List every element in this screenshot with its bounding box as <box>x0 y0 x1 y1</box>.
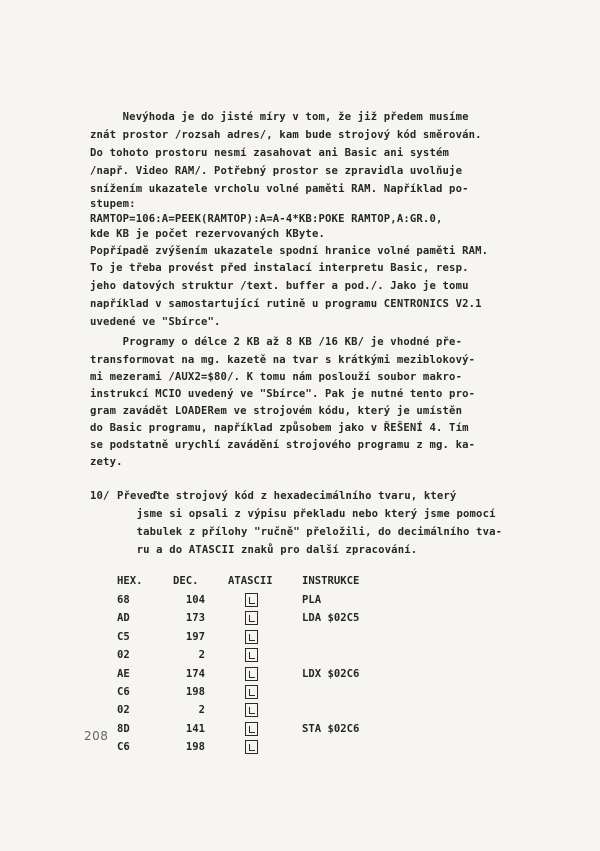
column-header-instruction: INSTRUKCE <box>302 575 360 587</box>
exercise-line: Převeďte strojový kód z hexadecimálního tvaru, který <box>117 490 457 502</box>
text-line: mi mezerami /AUX2=$80/. K tomu nám poslouží soubor makro- <box>90 371 463 383</box>
text-line: například v samostartující rutině u programu CENTRONICS V2.1 <box>90 298 482 310</box>
code-line: RAMTOP=106:A=PEEK(RAMTOP):A=A-4*KB:POKE RAMTOP,A:GR.0, <box>90 213 443 225</box>
exercise-line: tabulek z přílohy "ručně" přeložili, do decimálního tva- <box>117 526 503 538</box>
text-line: stupem: <box>90 198 136 210</box>
instruction-value: PLA <box>302 594 322 606</box>
text-line: gram zavádět LOADERem ve strojovém kódu, který je umístěn <box>90 405 463 417</box>
text-line: zety. <box>90 456 123 468</box>
column-header-dec: DEC. <box>173 575 199 587</box>
hex-value: 68 <box>117 594 130 606</box>
hex-value: 02 <box>117 649 130 661</box>
atascii-glyph-icon <box>245 611 258 625</box>
dec-value: 104 <box>185 594 205 606</box>
column-header-hex: HEX. <box>117 575 143 587</box>
hex-value: AE <box>117 668 130 680</box>
hex-value: C6 <box>117 686 130 698</box>
text-line: znát prostor /rozsah adres/, kam bude strojový kód směrován. <box>90 129 482 141</box>
text-line: Programy o délce 2 KB až 8 KB /16 KB/ je vhodné pře- <box>90 336 463 348</box>
hex-value: AD <box>117 612 130 624</box>
hex-value: 8D <box>117 723 130 735</box>
text-line: /např. Video RAM/. Potřebný prostor se zpravidla uvolňuje <box>90 165 463 177</box>
dec-value: 141 <box>185 723 205 735</box>
text-line: jeho datových struktur /text. buffer a pod./. Jako je tomu <box>90 280 469 292</box>
dec-value: 198 <box>185 741 205 753</box>
atascii-glyph-icon <box>245 667 258 681</box>
text-line: Do tohoto prostoru nesmí zasahovat ani Basic ani systém <box>90 147 450 159</box>
text-line: Nevýhoda je do jisté míry v tom, že již předem musíme <box>90 111 469 123</box>
text-line: snížením ukazatele vrcholu volné paměti RAM. Například po- <box>90 183 469 195</box>
text-line: se podstatně urychlí zavádění strojového programu z mg. ka- <box>90 439 476 451</box>
text-line: To je třeba provést před instalací interpretu Basic, resp. <box>90 262 469 274</box>
hex-value: C6 <box>117 741 130 753</box>
text-line: uvedené ve "Sbírce". <box>90 316 221 328</box>
dec-value: 197 <box>185 631 205 643</box>
dec-value: 174 <box>185 668 205 680</box>
dec-value: 2 <box>198 704 205 716</box>
atascii-glyph-icon <box>245 722 258 736</box>
dec-value: 198 <box>185 686 205 698</box>
atascii-glyph-icon <box>245 703 258 717</box>
instruction-value: LDA $02C5 <box>302 612 360 624</box>
atascii-glyph-icon <box>245 685 258 699</box>
dec-value: 173 <box>185 612 205 624</box>
atascii-glyph-icon <box>245 630 258 644</box>
text-line: instrukcí MCIO uvedený ve "Sbírce". Pak je nutné tento pro- <box>90 388 476 400</box>
text-line: do Basic programu, například způsobem jako v ŘEŠENÍ 4. Tím <box>90 422 469 434</box>
atascii-glyph-icon <box>245 593 258 607</box>
exercise-number: 10/ <box>90 490 110 502</box>
hex-value: C5 <box>117 631 130 643</box>
page-number: 208 <box>84 729 109 743</box>
text-line: Popřípadě zvýšením ukazatele spodní hranice volné paměti RAM. <box>90 245 489 257</box>
column-header-atascii: ATASCII <box>228 575 273 587</box>
exercise-line: ru a do ATASCII znaků pro další zpracování. <box>117 544 418 556</box>
exercise-line: jsme si opsali z výpisu překladu nebo který jsme pomocí <box>117 508 496 520</box>
atascii-glyph-icon <box>245 740 258 754</box>
atascii-glyph-icon <box>245 648 258 662</box>
instruction-value: LDX $02C6 <box>302 668 360 680</box>
text-line: transformovat na mg. kazetě na tvar s krátkými meziblokový- <box>90 354 476 366</box>
text-line: kde KB je počet rezervovaných KByte. <box>90 228 326 240</box>
hex-value: 02 <box>117 704 130 716</box>
dec-value: 2 <box>198 649 205 661</box>
instruction-value: STA $02C6 <box>302 723 360 735</box>
